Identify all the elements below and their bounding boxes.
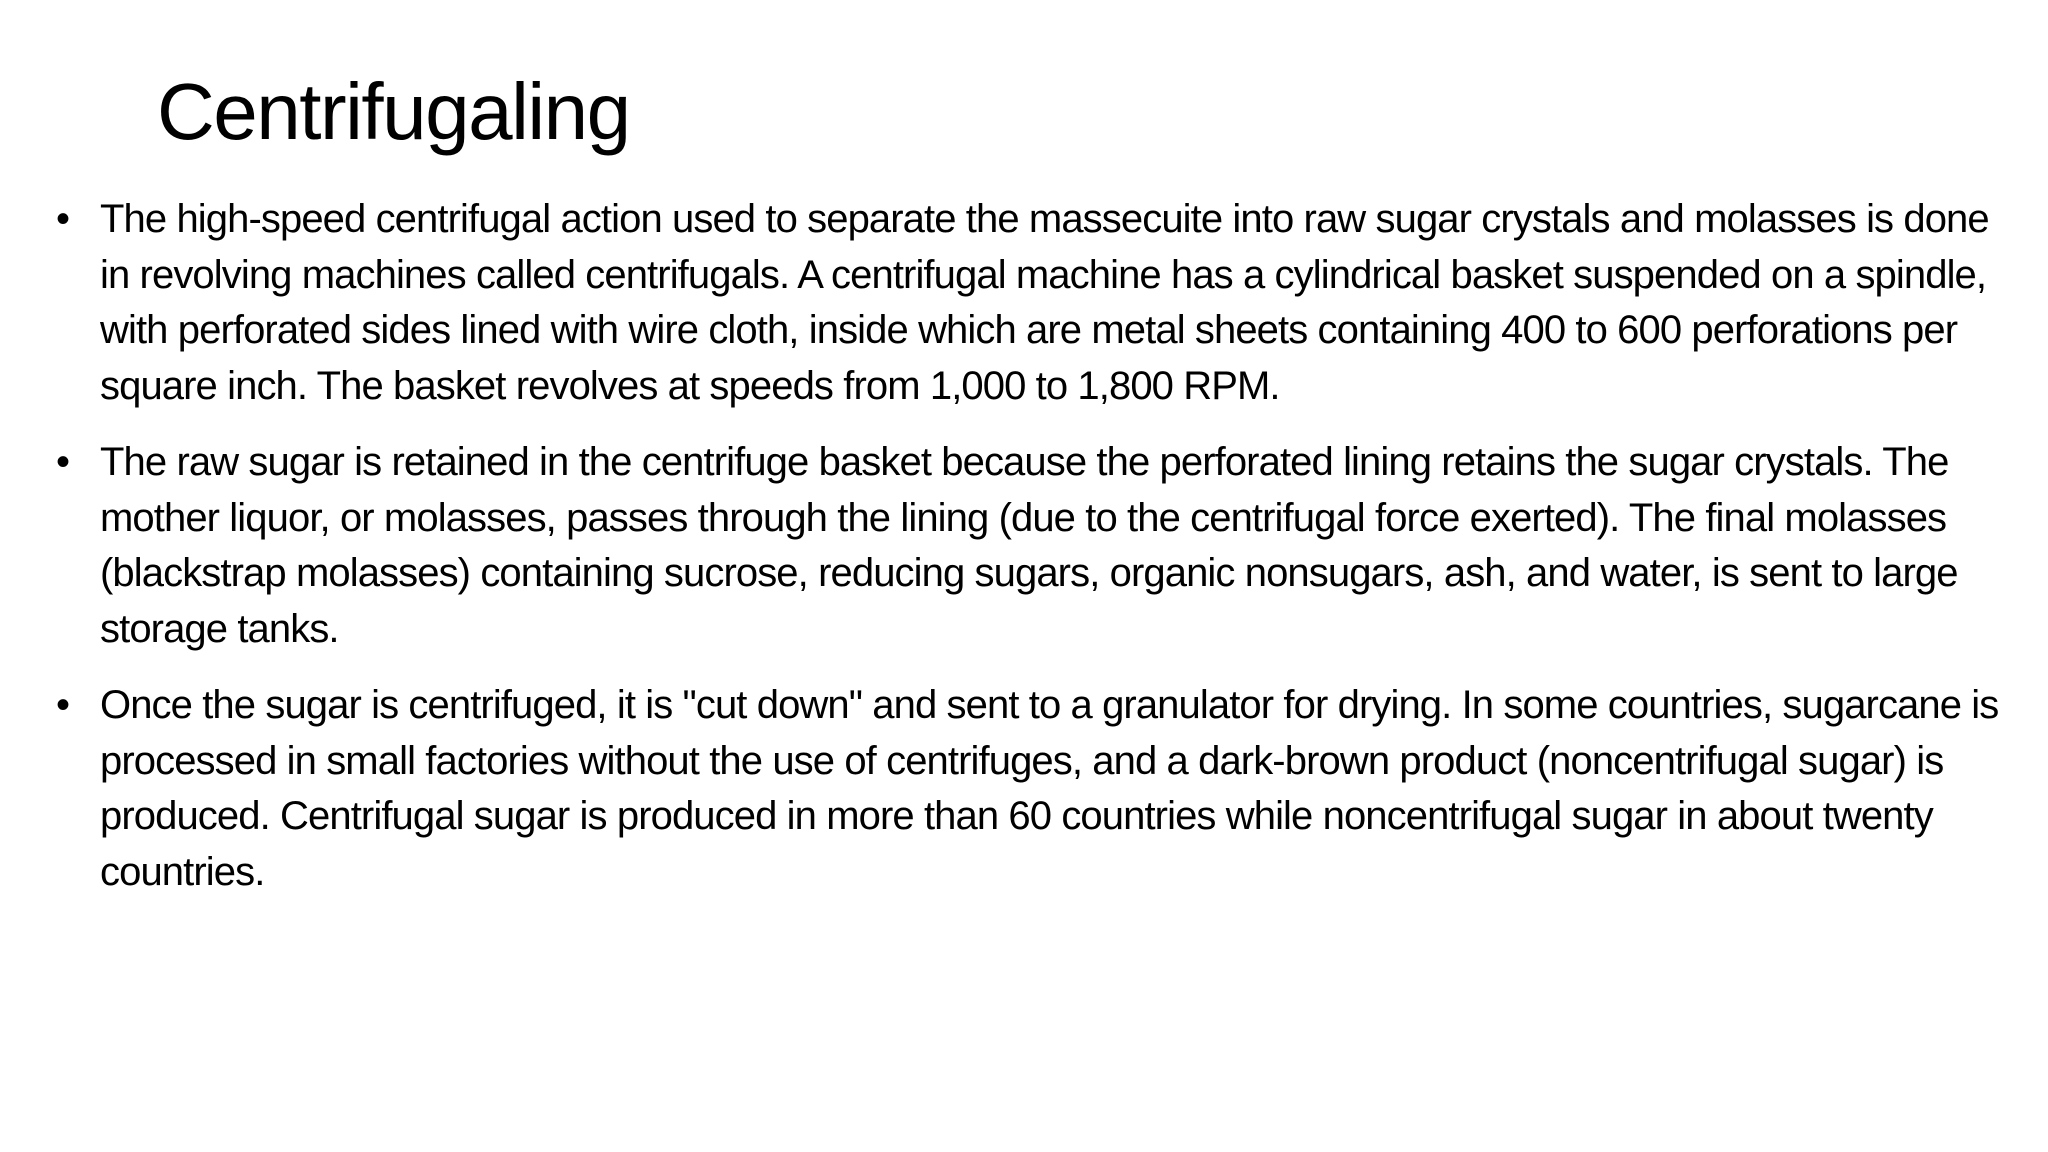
bullet-item — [56, 192, 2016, 414]
bullet-item — [56, 678, 2016, 900]
bullet-text: The high-speed centrifugal action used to separate the massecuite into raw sugar crystals and molasses is done in revolving machines called centrifugals. A centrifugal machine has a cylindrical basket suspended on a spindle, with perforated sides lined with wire cloth, inside which are metal sheets containing 400 to 600 perforations per square inch. The basket revolves at speeds from 1,000 to 1,800 RPM. — [100, 197, 1989, 408]
bullet-list — [56, 192, 2016, 921]
bullet-text: The raw sugar is retained in the centrifuge basket because the perforated lining retains the sugar crystals. The mother liquor, or molasses, passes through the lining (due to the centrifugal force exerted). The final molasses (blackstrap molasses) containing sucrose, reducing sugars, organic nonsugars, ash, and water, is sent to large storage tanks. — [100, 440, 1958, 651]
bullet-text: Once the sugar is centrifuged, it is "cut down" and sent to a granulator for drying. In some countries, sugarcane is processed in small factories without the use of centrifuges, and a dark-brown product (noncentrifugal sugar) is produced. Centrifugal sugar is produced in more than 60 countries while noncentrifugal sugar in about twenty countries. — [100, 683, 1999, 894]
bullet-dot-icon: • — [56, 197, 70, 241]
slide-title: Centrifugaling — [157, 67, 630, 156]
bullet-item — [56, 435, 2016, 657]
bullet-dot-icon: • — [56, 440, 70, 484]
bullet-dot-icon: • — [56, 683, 70, 727]
